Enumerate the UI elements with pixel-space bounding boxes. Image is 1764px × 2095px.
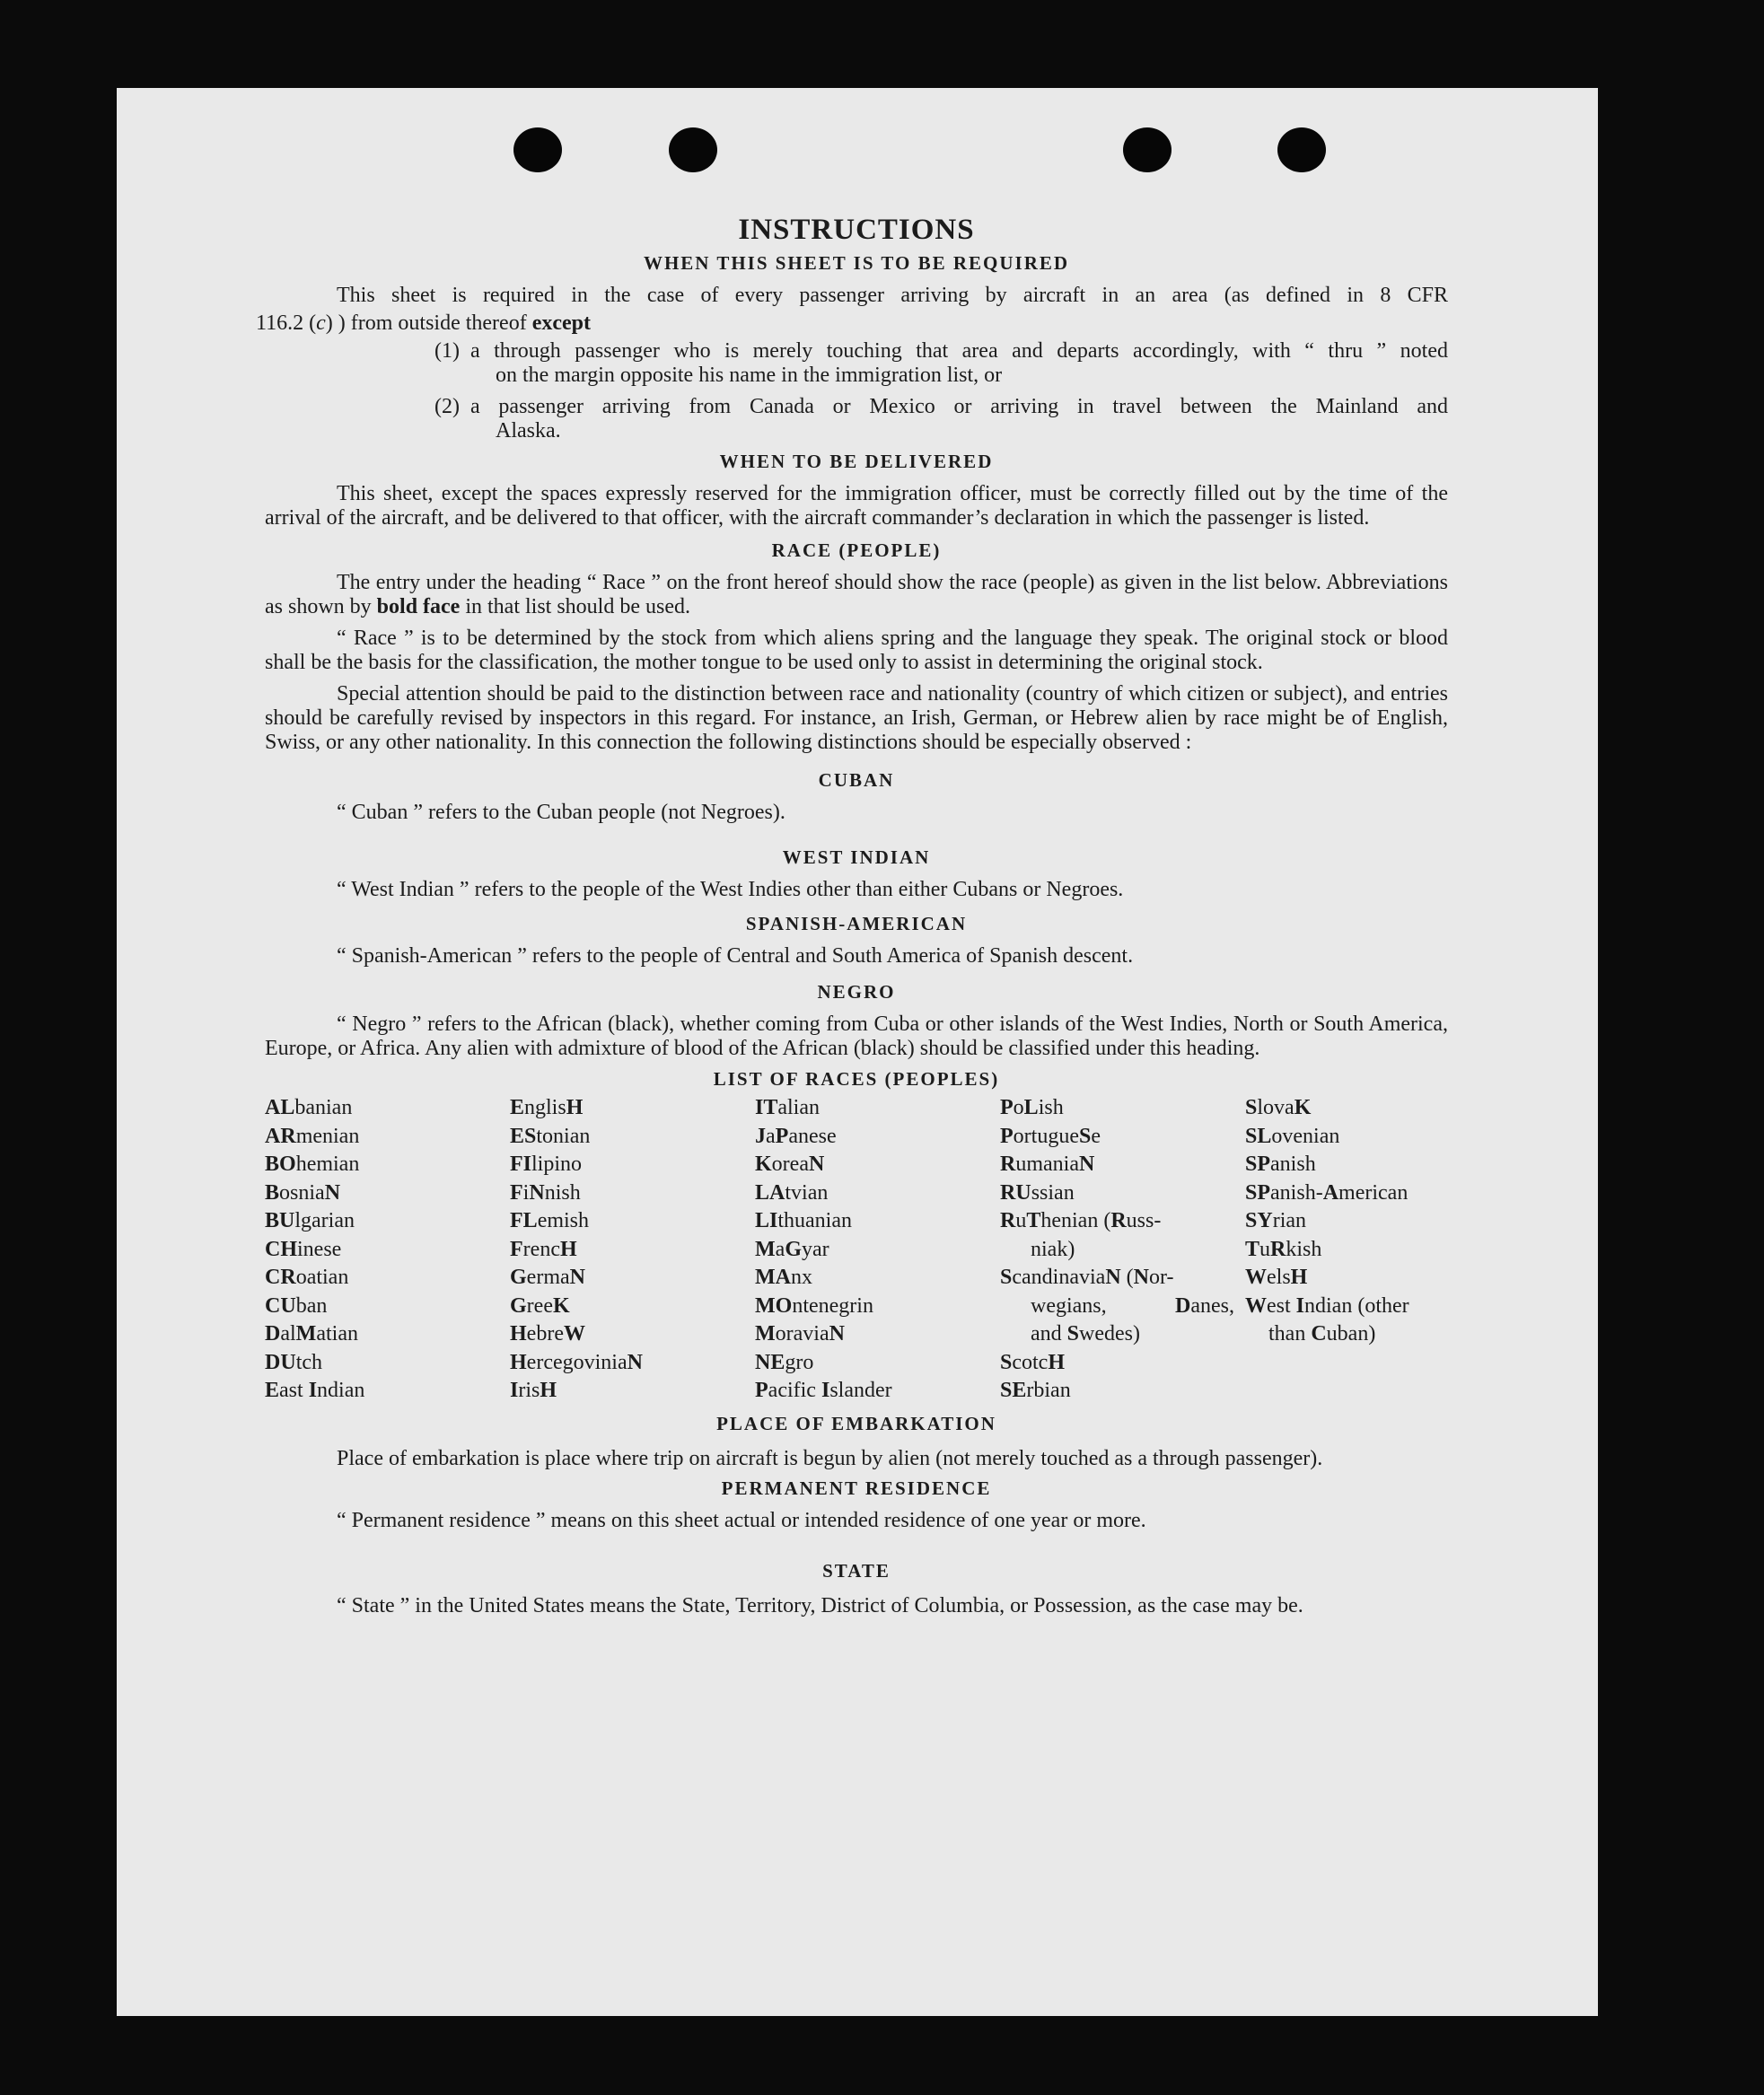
race-entry: CRoatian — [265, 1266, 349, 1289]
heading-west-indian: WEST INDIAN — [782, 846, 931, 868]
race-entry: MAnx — [755, 1266, 812, 1289]
heading-required: WHEN THIS SHEET IS TO BE REQUIRED — [643, 252, 1070, 274]
race-entry: NEgro — [755, 1350, 814, 1374]
instructions-body — [256, 214, 1448, 1625]
races-column-3 — [755, 1094, 1000, 1406]
race-entry: DalMatian — [265, 1322, 358, 1346]
exception-item-2 — [265, 395, 1448, 443]
item-text — [470, 339, 1448, 388]
race-entry: ITalian — [755, 1096, 820, 1119]
race-entry: DUtch — [265, 1350, 323, 1374]
punch-hole — [1123, 127, 1172, 172]
punch-hole — [669, 127, 717, 172]
heading-list-of-races: LIST OF RACES (PEOPLES) — [713, 1068, 1000, 1090]
race-entry: PortugueSe — [1000, 1124, 1101, 1148]
race-entry: RumaniaN — [1000, 1153, 1095, 1176]
cfr-ref-c: ) ) from outside thereof — [325, 311, 527, 335]
delivered-text: This sheet, except the spaces expressly reserved for the immigration officer, must be correctly filled out by the time of the arrival of the aircraft, and be delivered to that officer, with the aircraft commander’s declaration in which the passenger is listed. — [265, 482, 1448, 530]
race-entry: EnglisH — [510, 1096, 584, 1119]
race-entry: LAtvian — [755, 1180, 829, 1205]
heading-race: RACE (PEOPLE) — [771, 539, 942, 561]
required-intro-line2 — [256, 311, 1448, 336]
race-entry: ScandinaviaN (Nor- — [1000, 1266, 1174, 1289]
west-indian-text: “ West Indian ” refers to the people of the West Indies other than either Cubans or Negroes. — [337, 878, 1124, 901]
race-entry: SErbian — [1000, 1379, 1071, 1402]
race-entry: RUssian — [1000, 1180, 1075, 1205]
race-entry: SPanish — [1245, 1153, 1316, 1176]
item-number: (1) — [434, 339, 460, 363]
races-column-2 — [510, 1094, 755, 1406]
heading-delivered: WHEN TO BE DELIVERED — [719, 451, 994, 472]
race-entry: HercegoviniaN — [510, 1350, 643, 1374]
race-entry: ScotcH — [1000, 1350, 1066, 1374]
state-text: “ State ” in the United States means the State, Territory, District of Columbia, or Possession, as the case may be. — [337, 1593, 1303, 1617]
race-entry: RuThenian (Russ- — [1000, 1209, 1162, 1232]
race-entry: ALbanian — [265, 1096, 353, 1119]
punch-hole — [1277, 127, 1326, 172]
race-entry: BUlgarian — [265, 1209, 355, 1232]
races-column-5 — [1245, 1094, 1448, 1406]
race-paragraph-3: Special attention should be paid to the distinction between race and nationality (country of which citizen or subject), and entries should be carefully revised by inspectors in this regard. For instance, an Irish, German, or Hebrew alien by race might be of English, Swiss, or any other nationality. In this connection the following distinctions should be especially observed : — [265, 682, 1448, 754]
races-column-1 — [265, 1094, 510, 1406]
bold-face-phrase: bold face — [376, 595, 461, 618]
negro-text: “ Negro ” refers to the African (black), whether coming from Cuba or other islands of the West Indies, North or South America, Europe, or Africa. Any alien with admixture of blood of the African (black) should be classified under this heading. — [265, 1012, 1448, 1060]
race-entry: SLovenian — [1245, 1124, 1340, 1148]
punch-hole — [513, 127, 562, 172]
race-entry: JaPanese — [755, 1124, 837, 1148]
item-line: Alaska. — [496, 419, 561, 443]
race-entry: MOntenegrin — [755, 1293, 873, 1318]
race-entry: SYrian — [1245, 1209, 1307, 1232]
item-line: a passenger arriving from Canada or Mexico or arriving in travel between the Mainland and — [470, 395, 1448, 418]
race-entry: GreeK — [510, 1293, 570, 1318]
heading-residence: PERMANENT RESIDENCE — [721, 1477, 992, 1499]
heading-spanish-american: SPANISH-AMERICAN — [745, 913, 968, 934]
cfr-ref-b: c — [316, 311, 326, 335]
heading-state: STATE — [822, 1559, 891, 1582]
race-entry: MoraviaN — [755, 1322, 845, 1346]
item-number: (2) — [434, 395, 460, 418]
race-entry: TuRkish — [1245, 1237, 1322, 1261]
race-entry-continued: than Cuban) — [1268, 1322, 1376, 1346]
cuban-text: “ Cuban ” refers to the Cuban people (not Negroes). — [337, 801, 785, 824]
race-entry: West Indian (other — [1245, 1293, 1409, 1318]
except-word: except — [531, 311, 591, 335]
race-entry: Pacific Islander — [755, 1379, 892, 1402]
embarkation-text: Place of embarkation is place where trip on aircraft is begun by alien (not merely touched as a through passenger). — [337, 1446, 1323, 1470]
race-entry: SPanish-American — [1245, 1180, 1409, 1205]
item-text — [470, 395, 1448, 443]
race-entry: BosniaN — [265, 1180, 341, 1205]
race-entry: FrencH — [510, 1237, 577, 1261]
race-entry-word: Danes, — [1175, 1293, 1234, 1318]
race-entry: KoreaN — [755, 1153, 825, 1176]
race-entry: ARmenian — [265, 1124, 360, 1148]
exception-item-1 — [265, 339, 1448, 388]
race-entry: CHinese — [265, 1237, 342, 1261]
race-entry: FLemish — [510, 1209, 590, 1232]
residence-text: “ Permanent residence ” means on this sheet actual or intended residence of one year or more. — [337, 1508, 1146, 1532]
race-p1-a: The entry under the heading “ Race ” on the front hereof should show the race (people) as given in the list below. Abbreviations as shown by — [265, 571, 1448, 618]
race-entry: MaGyar — [755, 1237, 829, 1261]
race-entry: CUban — [265, 1293, 328, 1318]
race-entry: PoLish — [1000, 1096, 1064, 1119]
race-entry-word: wegians, — [1031, 1293, 1107, 1318]
race-entry-continued: niak) — [1031, 1237, 1075, 1261]
races-list — [265, 1094, 1448, 1406]
item-line: a through passenger who is merely touching that area and departs accordingly, with “ thru ” noted — [470, 339, 1448, 363]
race-entry-continued — [1000, 1293, 1245, 1321]
race-entry: SlovaK — [1245, 1096, 1312, 1119]
item-line: on the margin opposite his name in the immigration list, or — [496, 364, 1003, 387]
race-entry: FiNnish — [510, 1180, 581, 1205]
race-entry: HebreW — [510, 1322, 585, 1346]
races-column-4 — [1000, 1094, 1245, 1406]
race-entry: WelsH — [1245, 1266, 1308, 1289]
race-entry: BOhemian — [265, 1153, 360, 1176]
race-entry: EStonian — [510, 1124, 591, 1148]
race-p1-c: in that list should be used. — [465, 595, 690, 618]
race-paragraph-2: “ Race ” is to be determined by the stock from which aliens spring and the language they speak. The original stock or blood shall be the basis for the classification, the mother tongue to be used only to assist in determining the original stock. — [265, 627, 1448, 674]
race-entry: GermaN — [510, 1266, 585, 1289]
spanish-american-text: “ Spanish-American ” refers to the people of Central and South America of Spanish descent. — [337, 944, 1134, 968]
race-entry-continued: and Swedes) — [1031, 1322, 1140, 1346]
race-entry: East Indian — [265, 1379, 365, 1402]
page-title: INSTRUCTIONS — [738, 214, 975, 246]
cfr-ref-a: 116.2 ( — [256, 311, 317, 335]
heading-embarkation: PLACE OF EMBARKATION — [716, 1412, 996, 1434]
document-page — [117, 88, 1598, 2016]
race-entry: LIthuanian — [755, 1209, 852, 1232]
required-intro-line1: This sheet is required in the case of every passenger arriving by aircraft in an area (as defined in 8 CFR — [337, 284, 1448, 307]
race-entry: FIlipino — [510, 1153, 583, 1176]
race-paragraph-1 — [265, 571, 1448, 619]
race-entry: IrisH — [510, 1379, 557, 1402]
heading-cuban: CUBAN — [818, 769, 895, 791]
heading-negro: NEGRO — [817, 981, 896, 1003]
